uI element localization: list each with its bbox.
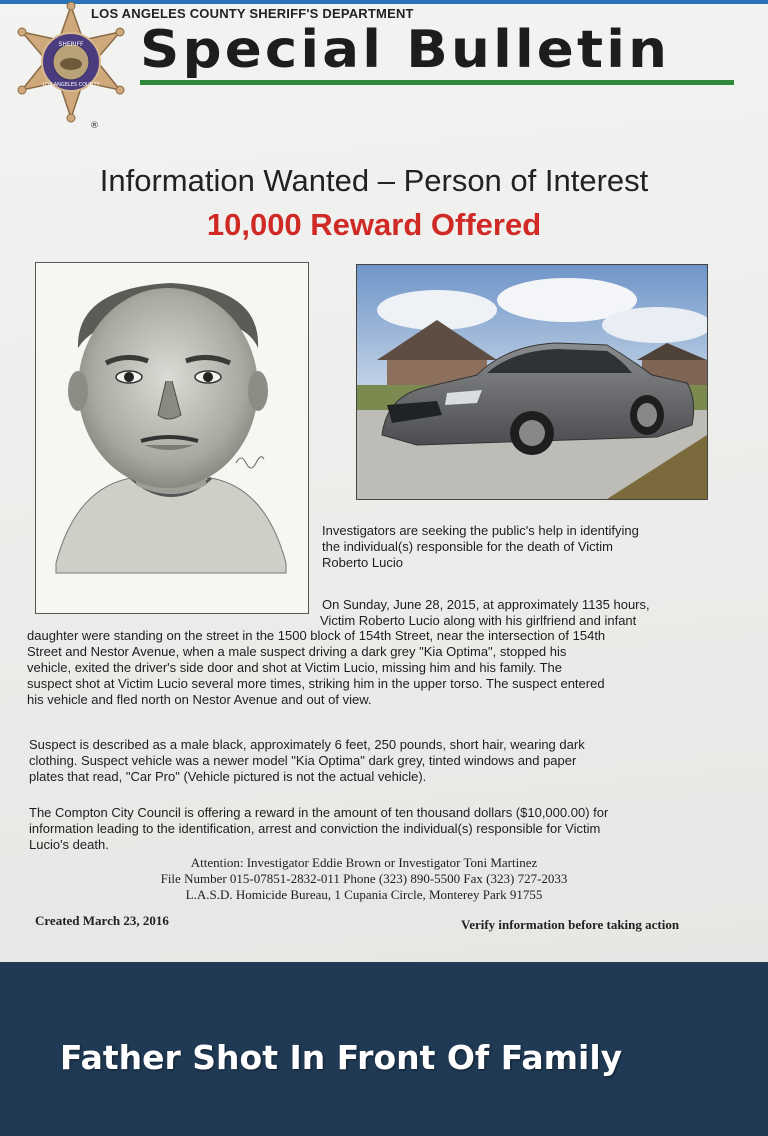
- suspect-description-paragraph: Suspect is described as a male black, approximately 6 feet, 250 pounds, short hair, wearing dark clothing. Suspect vehicle was a newer model "Kia Optima" dark grey, tinted windows and paper plates that read, "Car Pro" (Vehicle pictured is not the actual vehicle).: [29, 737, 585, 784]
- suspect-sketch: [35, 262, 309, 614]
- svg-text:®: ®: [90, 121, 99, 130]
- info-wanted-heading: Information Wanted – Person of Interest: [99, 163, 649, 198]
- contact-address: L.A.S.D. Homicide Bureau, 1 Cupania Circle, Monterey Park 91755: [185, 887, 543, 902]
- svg-text:SHERIFF: SHERIFF: [58, 41, 84, 48]
- vehicle-photo: [356, 264, 708, 500]
- title-divider: [140, 80, 734, 85]
- sheriff-star-badge-icon: [10, 2, 132, 130]
- incident-paragraph-start: On Sunday, June 28, 2015, at approximately 1135 hours, Victim Roberto Lucio along with his girlfriend and infant: [320, 597, 650, 628]
- bulletin-title: Special Bulletin: [140, 20, 671, 80]
- reward-heading: 10,000 Reward Offered: [206, 207, 542, 242]
- contact-attention: Attention: Investigator Eddie Brown or Investigator Toni Martinez: [190, 855, 538, 870]
- svg-text:LOS ANGELES COUNTY: LOS ANGELES COUNTY: [42, 82, 100, 88]
- contact-file-phone: File Number 015-07851-2832-011 Phone (323) 890-5500 Fax (323) 727-2033: [160, 871, 568, 886]
- news-caption: Father Shot In Front Of Family: [60, 1038, 623, 1077]
- department-name: LOS ANGELES COUNTY SHERIFF'S DEPARTMENT: [91, 6, 414, 21]
- intro-paragraph: Investigators are seeking the public's help in identifying the individual(s) responsible for the death of Victim Roberto Lucio: [322, 523, 639, 570]
- incident-paragraph: daughter were standing on the street in the 1500 block of 154th Street, near the intersection of 154th Street and Nestor Avenue, when a male suspect driving a dark grey "Kia Optima", stopped his vehicle, exited the driver's side door and shot at Victim Lucio, missing him and his family. The suspect shot at Victim Lucio several more times, striking him in the upper torso. The suspect entered his vehicle and fled north on Nestor Avenue and out of view.: [27, 628, 606, 707]
- reward-details-paragraph: The Compton City Council is offering a reward in the amount of ten thousand dollars ($10,000.00) for information leading to the identification, arrest and conviction the individual(s) responsible for Victim Lucio's death.: [29, 805, 609, 852]
- verify-notice: Verify information before taking action: [461, 917, 680, 932]
- created-date: Created March 23, 2016: [35, 913, 169, 928]
